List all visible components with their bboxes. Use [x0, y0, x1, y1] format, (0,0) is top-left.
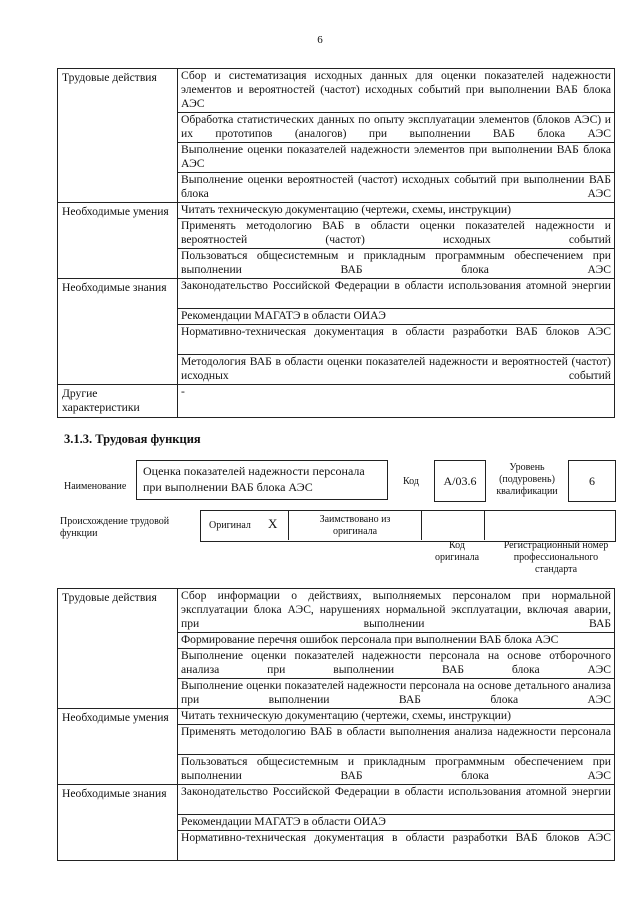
table-cell: Применять методологию ВАБ в области выполнения анализа надежности персонала: [178, 725, 615, 755]
table-cell: Пользоваться общесистемным и прикладным программным обеспечением при выполнении ВАБ блока АЭС: [178, 755, 615, 785]
table-cell: Методология ВАБ в области оценки показателей надежности и вероятностей (частот) исходных событий: [178, 355, 615, 385]
function-name-value: Оценка показателей надежности персонала при выполнении ВАБ блока АЭС: [136, 460, 388, 500]
borrowed-label: Заимствовано из оригинала: [319, 514, 391, 537]
table-cell: Нормативно-техническая документация в области разработки ВАБ блоков АЭС: [178, 325, 615, 355]
origin-divider: [288, 510, 289, 540]
table-cell: Читать техническую документацию (чертежи, схемы, инструкции): [178, 709, 615, 725]
origin-divider: [484, 510, 485, 540]
origin-divider: [421, 510, 422, 540]
row-label: Трудовые действия: [58, 589, 178, 709]
row-label: Необходимые знания: [58, 279, 178, 385]
reg-number-label: Регистрационный номер профессионального стандарта: [503, 540, 609, 575]
level-label: Уровень (подуровень) квалификации: [496, 462, 558, 497]
code-label: Код: [403, 476, 419, 487]
table-cell: Рекомендации МАГАТЭ в области ОИАЭ: [178, 309, 615, 325]
table-cell: Рекомендации МАГАТЭ в области ОИАЭ: [178, 815, 615, 831]
table-cell: Выполнение оценки вероятностей (частот) исходных событий при выполнении ВАБ блока АЭС: [178, 173, 615, 203]
original-mark: X: [268, 516, 278, 531]
origin-label: Происхождение трудовой функции: [60, 516, 170, 539]
original-label: Оригинал: [209, 520, 251, 531]
table-cell: Применять методологию ВАБ в области оценки показателей надежности и вероятностей (частот) исходных событий: [178, 219, 615, 249]
code-original-label: Код оригинала: [434, 540, 480, 563]
table-cell: Выполнение оценки показателей надежности персонала на основе детального анализа при выполнении ВАБ блока АЭС: [178, 679, 615, 709]
section-title: 3.1.3. Трудовая функция: [64, 432, 201, 446]
table-cell: Сбор и систематизация исходных данных для оценки показателей надежности элементов и вероятностей (частот) исходных событий при выполнении ВАБ блока АЭС: [178, 69, 615, 113]
table-cell: Сбор информации о действиях, выполняемых персоналом при нормальной эксплуатации блока АЭС, нарушениях нормальной эксплуатации, включая аварии, при выполнении ВАБ: [178, 589, 615, 633]
row-label: Другие характеристики: [58, 385, 178, 418]
function-code-value: А/03.6: [434, 460, 486, 502]
table-cell: Выполнение оценки показателей надежности элементов при выполнении ВАБ блока АЭС: [178, 143, 615, 173]
table-cell: Формирование перечня ошибок персонала при выполнении ВАБ блока АЭС: [178, 633, 615, 649]
table-cell: Обработка статистических данных по опыту эксплуатации элементов (блоков АЭС) и их прототипов (аналогов) при выполнении ВАБ блока АЭС: [178, 113, 615, 143]
name-label: Наименование: [64, 481, 127, 492]
labor-function-table-1: [57, 68, 615, 418]
page-number: 6: [317, 34, 323, 46]
table-cell: Законодательство Российской Федерации в области использования атомной энергии: [178, 279, 615, 309]
table-cell: Выполнение оценки показателей надежности персонала на основе отборочного анализа при выполнении ВАБ блока АЭС: [178, 649, 615, 679]
row-label: Необходимые умения: [58, 203, 178, 279]
table-cell: Нормативно-техническая документация в области разработки ВАБ блоков АЭС: [178, 831, 615, 861]
table-cell: Законодательство Российской Федерации в области использования атомной энергии: [178, 785, 615, 815]
labor-function-table-2: [57, 588, 615, 861]
table-cell: Читать техническую документацию (чертежи, схемы, инструкции): [178, 203, 615, 219]
row-label: Необходимые знания: [58, 785, 178, 861]
row-label: Трудовые действия: [58, 69, 178, 203]
table-cell: -: [178, 385, 615, 418]
level-value: 6: [568, 460, 616, 502]
row-label: Необходимые умения: [58, 709, 178, 785]
table-cell: Пользоваться общесистемным и прикладным программным обеспечением при выполнении ВАБ блока АЭС: [178, 249, 615, 279]
